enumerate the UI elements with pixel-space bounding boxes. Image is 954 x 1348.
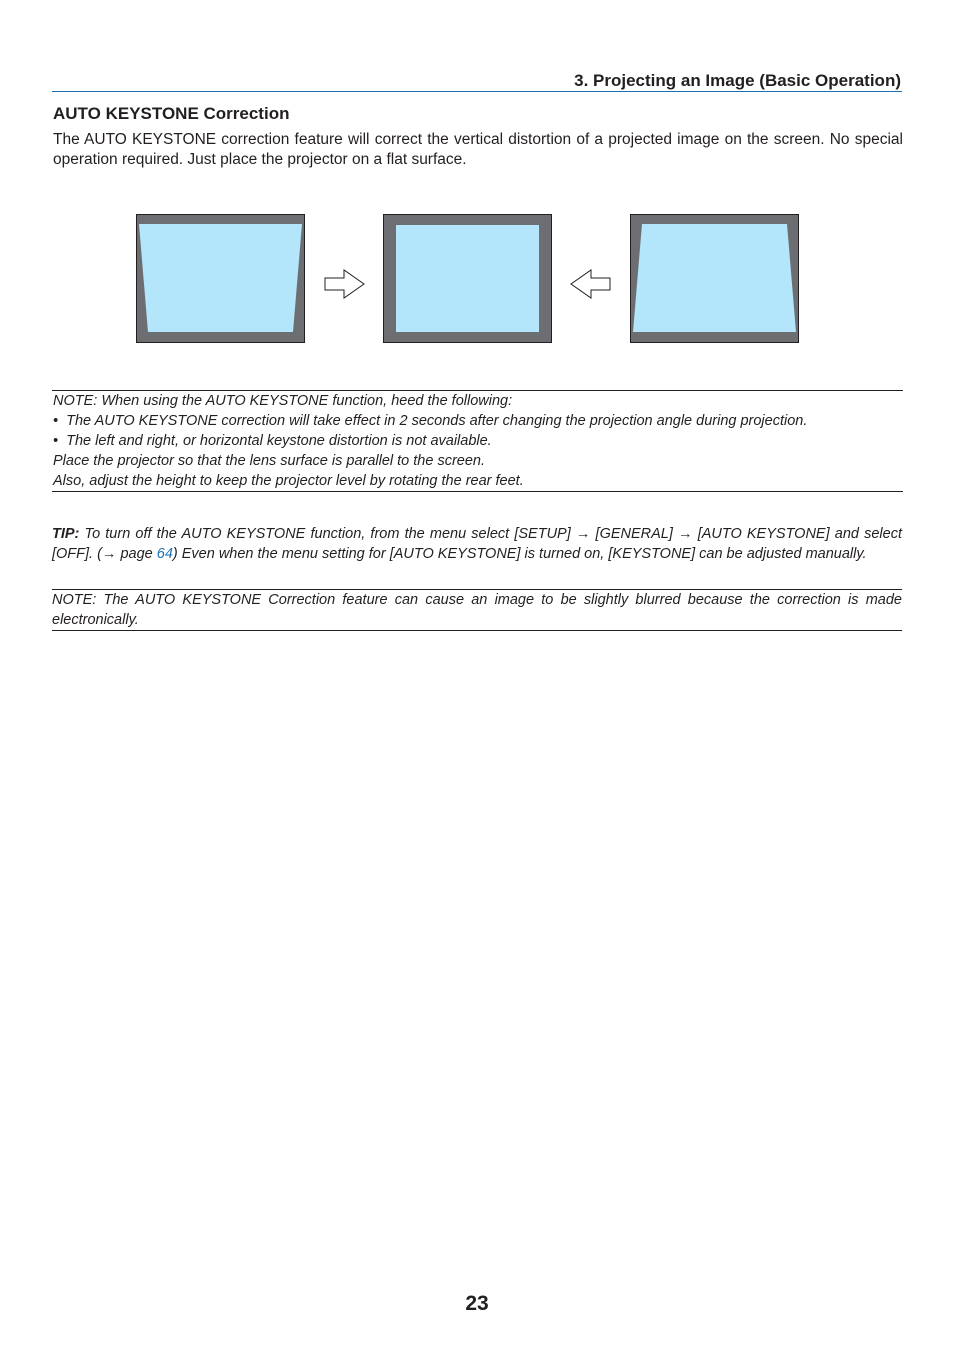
note-bullet-text: The AUTO KEYSTONE correction will take effect in 2 seconds after changing the projection angle during projection.	[66, 413, 808, 429]
header-rule	[52, 91, 902, 92]
corrected-screen-center	[384, 215, 552, 343]
page-link[interactable]: 64	[156, 546, 173, 562]
note-heading: NOTE: When using the AUTO KEYSTONE function, heed the following:	[53, 393, 513, 409]
section-body: The AUTO KEYSTONE correction feature will correct the vertical distortion of a projected image on the screen. No special operation required. Just place the projector on a flat surface.	[53, 131, 903, 168]
note-bullet-text: The left and right, or horizontal keystone distortion is not available.	[66, 433, 492, 449]
distorted-screen-left	[137, 215, 305, 343]
note-blur: NOTE: The AUTO KEYSTONE Correction feature can cause an image to be slightly blurred because the correction is made electronically.	[52, 589, 902, 631]
distorted-screen-right	[631, 215, 799, 343]
tip-label: TIP:	[52, 526, 80, 542]
note-auto-keystone	[52, 390, 903, 492]
keystone-diagram	[136, 214, 800, 344]
arrow-left-icon	[571, 270, 610, 298]
arrow-right-icon	[325, 270, 364, 298]
chapter-header: 3. Projecting an Image (Basic Operation)	[574, 71, 901, 90]
note-line: Also, adjust the height to keep the projector level by rotating the rear feet.	[53, 473, 524, 489]
page-number: 23	[465, 1292, 489, 1315]
note-line: Place the projector so that the lens surface is parallel to the screen.	[53, 453, 486, 469]
keystone-figure	[136, 214, 800, 344]
tip-block	[52, 524, 902, 564]
section-title: AUTO KEYSTONE Correction	[53, 104, 290, 123]
tip-text: To turn off the AUTO KEYSTONE function, from the menu select [SETUP] → [GENERAL] → [AUTO KEYSTONE] and select [OFF]. (→ page	[52, 526, 902, 562]
note-bullet: • The left and right, or horizontal keystone distortion is not available.	[53, 433, 492, 449]
note-bullet: • The AUTO KEYSTONE correction will take effect in 2 seconds after changing the projection angle during projection.	[53, 413, 808, 429]
tip-text-end: ) Even when the menu setting for [AUTO KEYSTONE] is turned on, [KEYSTONE] can be adjusted manually.	[172, 546, 867, 562]
